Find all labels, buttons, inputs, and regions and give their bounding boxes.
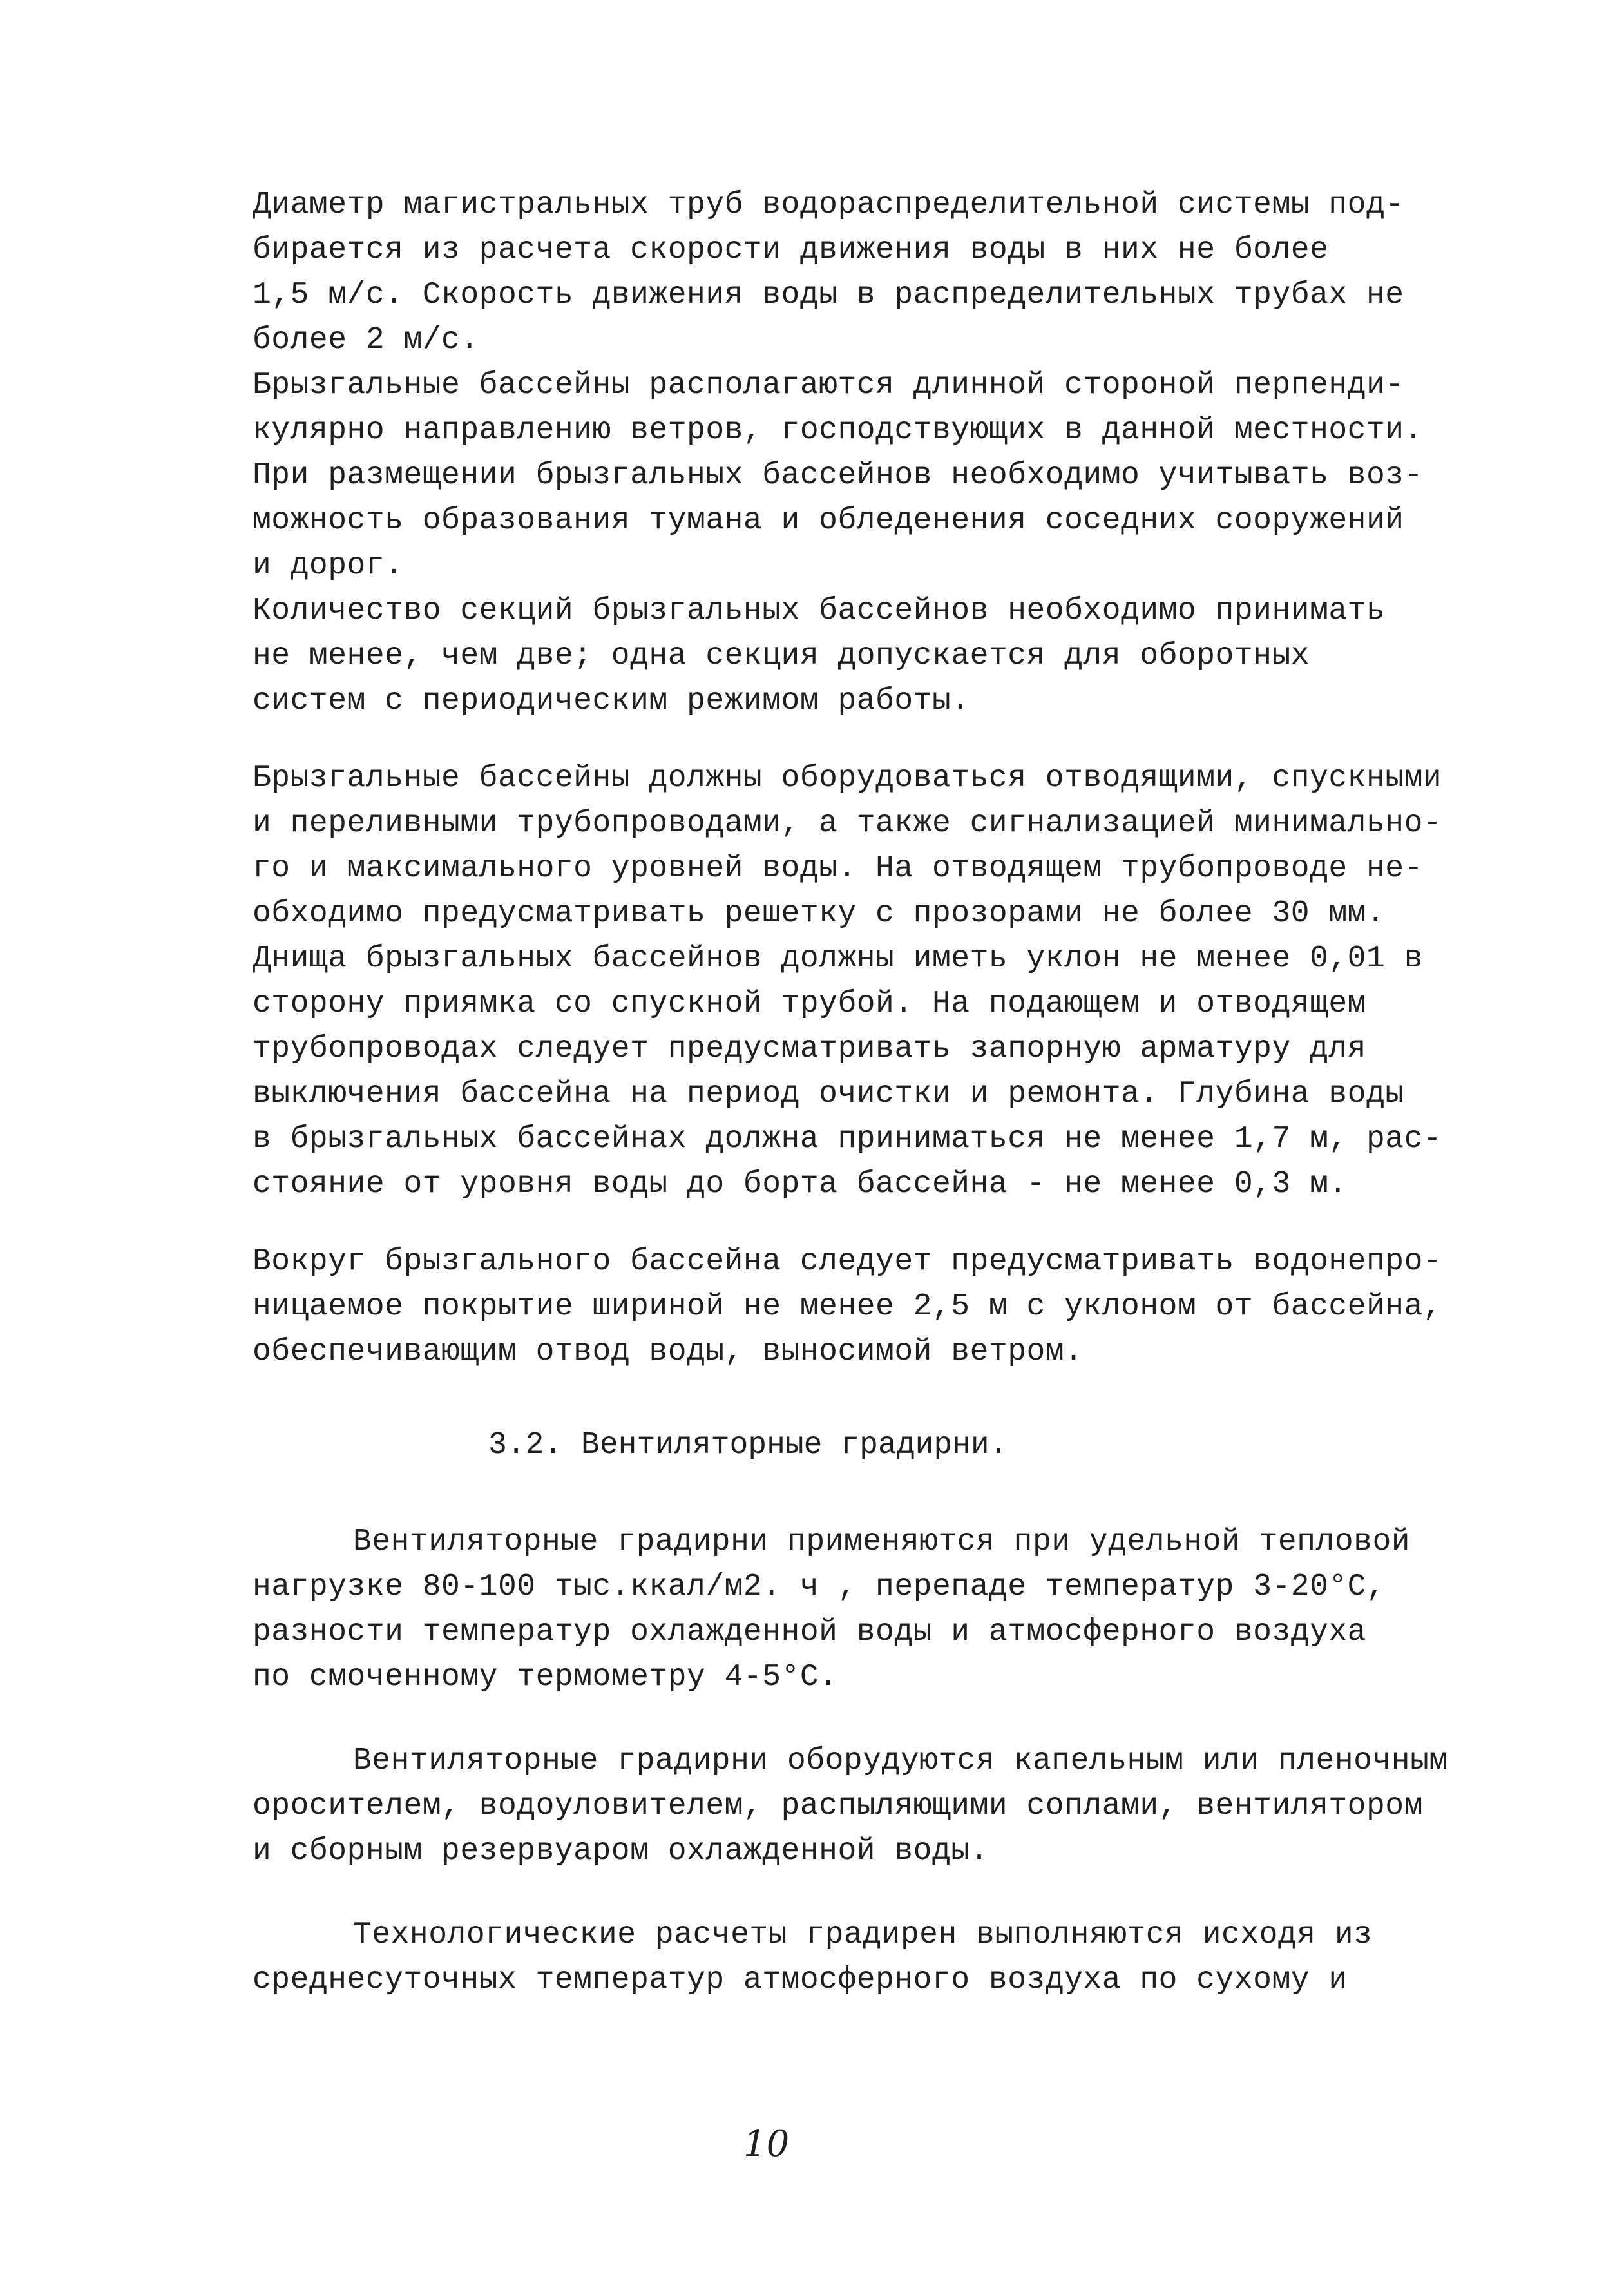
text-line: При размещении брызгальных бассейнов необходимо учитывать воз-	[253, 458, 1423, 493]
text-line: Вентиляторные градирни оборудуются капельным или пленочным	[353, 1744, 1448, 1778]
text-line: Днища брызгальных бассейнов должны иметь уклон не менее 0,01 в	[253, 941, 1423, 976]
text-line: 1,5 м/с. Скорость движения воды в распределительных трубах не	[253, 278, 1404, 313]
text-line: обходимо предусматривать решетку с прозорами не более 30 мм.	[253, 896, 1386, 931]
text-line: Количество секций брызгальных бассейнов необходимо принимать	[253, 593, 1386, 628]
text-line: и дорог.	[253, 548, 404, 583]
text-line: сторону приямка со спускной трубой. На подающем и отводящем	[253, 986, 1366, 1021]
text-line: среднесуточных температур атмосферного воздуха по сухому и	[253, 1963, 1348, 1997]
text-line: выключения бассейна на период очистки и ремонта. Глубина воды	[253, 1077, 1404, 1111]
text-line: Брызгальные бассейны располагаются длинной стороной перпенди-	[253, 368, 1404, 403]
text-line: стояние от уровня воды до борта бассейна - не менее 0,3 м.	[253, 1167, 1348, 1202]
text-line: кулярно направлению ветров, господствующих в данной местности.	[253, 413, 1423, 448]
text-line: трубопроводах следует предусматривать запорную арматуру для	[253, 1032, 1366, 1066]
text-line: разности температур охлажденной воды и атмосферного воздуха	[253, 1615, 1366, 1649]
text-line: Технологические расчеты градирен выполняются исходя из	[353, 1918, 1373, 1952]
text-line: более 2 м/с.	[253, 323, 479, 358]
text-line: и переливными трубопроводами, а также сигнализацией минимально-	[253, 806, 1442, 841]
text-line: ницаемое покрытие шириной не менее 2,5 м с уклоном от бассейна,	[253, 1289, 1442, 1324]
text-line: оросителем, водоуловителем, распыляющими соплами, вентилятором	[253, 1789, 1423, 1823]
text-line: бирается из расчета скорости движения воды в них не более	[253, 233, 1329, 267]
text-line: го и максимального уровней воды. На отводящем трубопроводе не-	[253, 851, 1423, 886]
text-line: не менее, чем две; одна секция допускается для оборотных	[253, 639, 1310, 673]
text-line: можность образования тумана и обледенения соседних сооружений	[253, 503, 1404, 538]
text-line: Брызгальные бассейны должны оборудоваться отводящими, спускными	[253, 761, 1442, 796]
text-line: систем с периодическим режимом работы.	[253, 684, 970, 718]
text-line: и сборным резервуаром охлажденной воды.	[253, 1834, 989, 1869]
text-line: по смоченному термометру 4-5°С.	[253, 1660, 838, 1695]
text-line: в брызгальных бассейнах должна приниматься не менее 1,7 м, рас-	[253, 1122, 1442, 1157]
text-line: нагрузке 80-100 тыс.ккал/м2. ч , перепаде температур 3-20°С,	[253, 1570, 1386, 1604]
text-line: Вокруг брызгального бассейна следует предусматривать водонепро-	[253, 1244, 1442, 1279]
text-line: обеспечивающим отвод воды, выносимой ветром.	[253, 1334, 1084, 1369]
page-number: 10	[743, 2123, 790, 2165]
section-heading: 3.2. Вентиляторные градирни.	[488, 1428, 1008, 1463]
text-line: Вентиляторные градирни применяются при удельной тепловой	[353, 1524, 1411, 1559]
text-line: Диаметр магистральных труб водораспределительной системы под-	[253, 188, 1404, 222]
